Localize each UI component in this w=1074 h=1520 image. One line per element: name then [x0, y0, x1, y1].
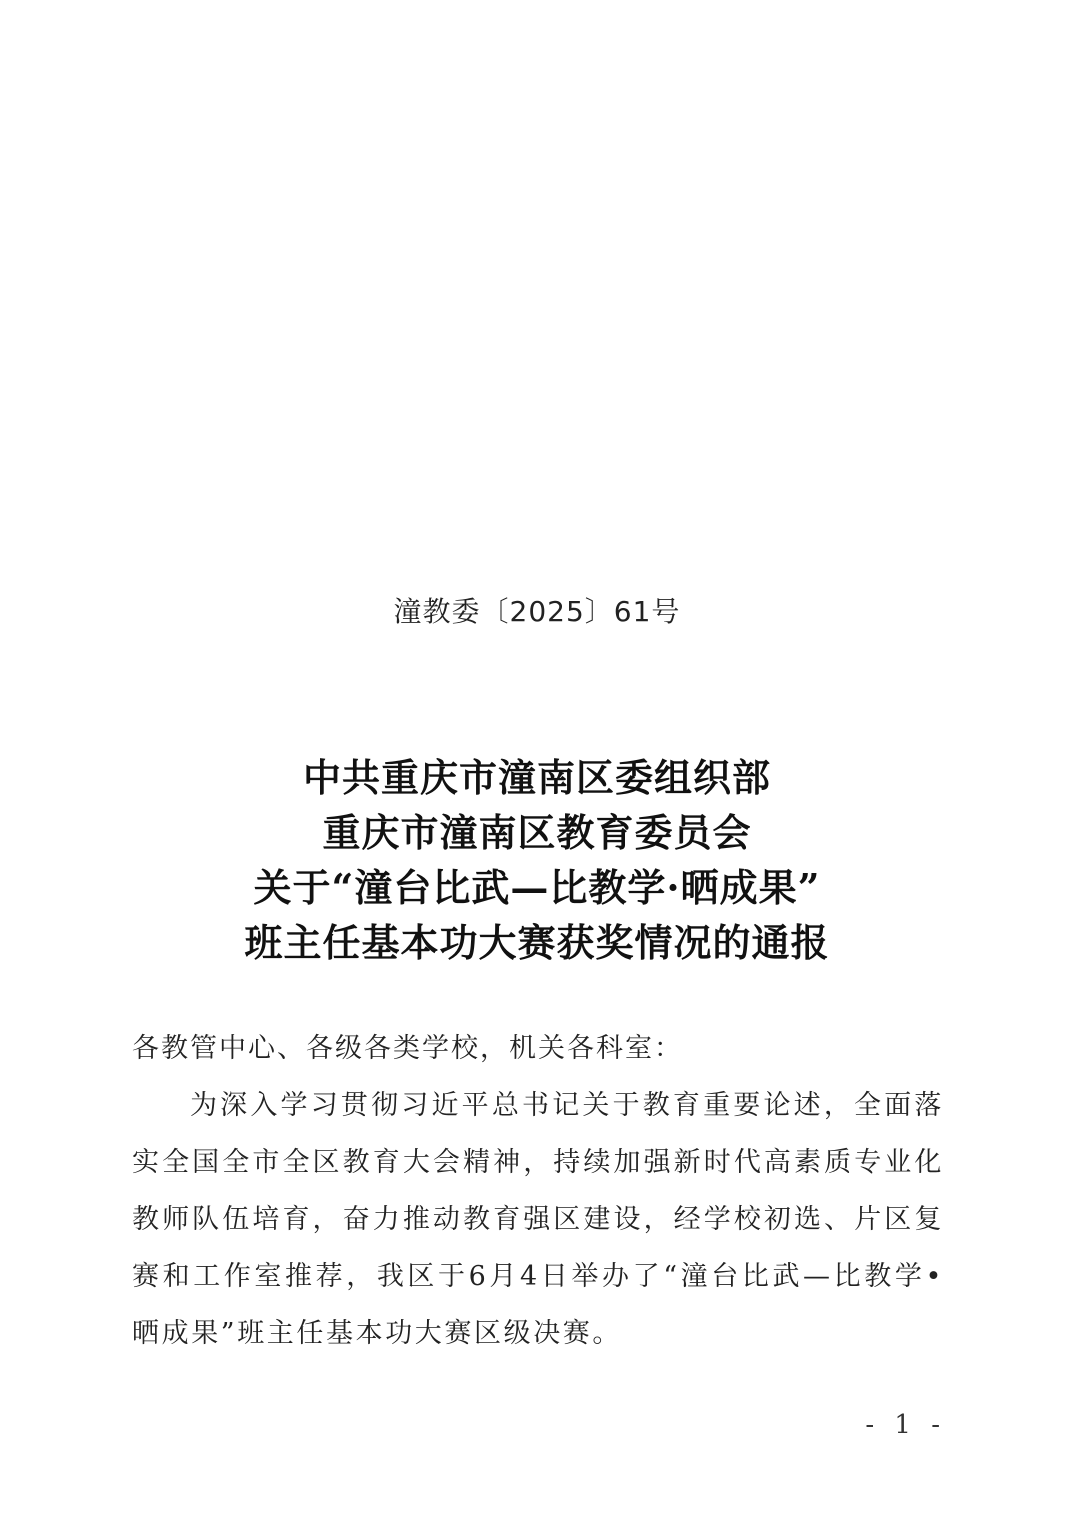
- salutation: 各教管中心、各级各类学校，机关各科室：: [132, 1033, 683, 1064]
- body-paragraph: 为深入学习贯彻习近平总书记关于教育重要论述，全面落实全国全市全区教育大会精神，持续加强新时代高素质专业化教师队伍培育，奋力推动教育强区建设，经学校初选、片区复赛和工作室推荐，我区于6月4日举办了“潼台比武—比教学•晒成果”班主任基本功大赛区级决赛。: [132, 1090, 944, 1349]
- document-number: 潼教委〔2025〕61号: [393, 595, 681, 628]
- title-line-1: 中共重庆市潼南区委组织部: [302, 755, 771, 800]
- document-body: [132, 1020, 944, 1362]
- page-number: - 1 -: [865, 1410, 946, 1440]
- title-line-4: 班主任基本功大赛获奖情况的通报: [244, 920, 830, 965]
- title-line-2: 重庆市潼南区教育委员会: [322, 810, 752, 855]
- document-title: [0, 750, 1074, 970]
- title-line-3: 关于“潼台比武—比教学·晒成果”: [253, 865, 821, 910]
